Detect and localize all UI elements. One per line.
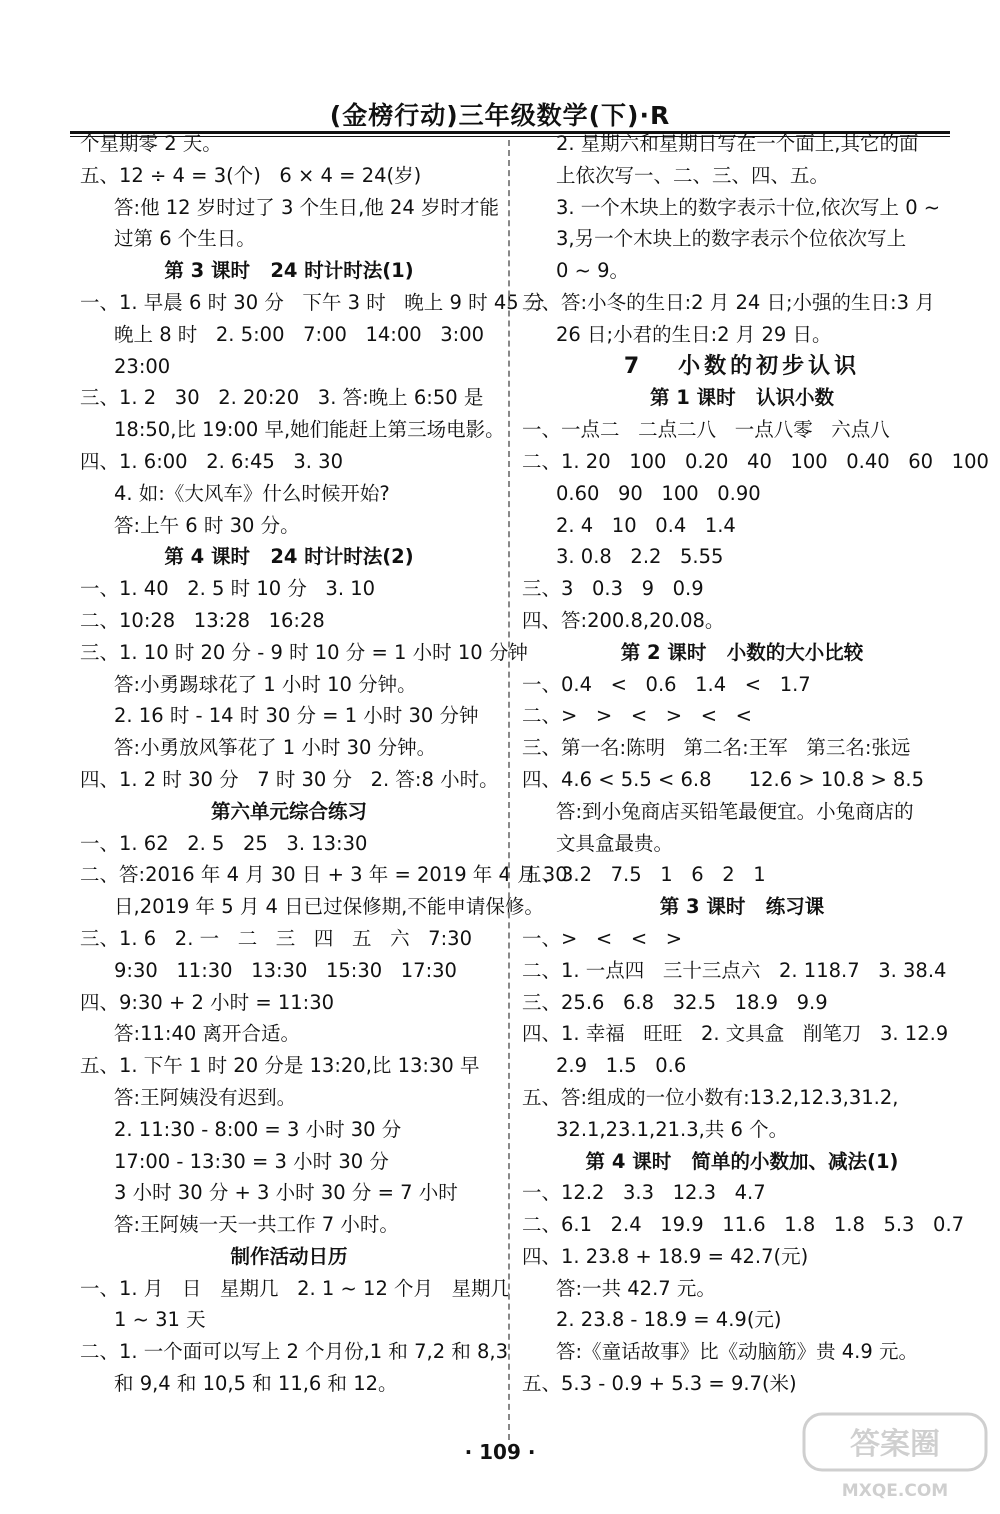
answer-line: 三、25.6 6.8 32.5 18.9 9.9 <box>522 990 828 1014</box>
section-heading: 第 2 课时 小数的大小比较 <box>620 640 864 664</box>
answer-line: 三、第一名:陈明 第二名:王军 第三名:张远 <box>522 736 911 760</box>
answer-line: 答:一共 42.7 元。 <box>556 1276 716 1300</box>
answer-line: 三、1. 2 30 2. 20:20 3. 答:晚上 6:50 是 <box>80 386 484 410</box>
answer-line: 3 小时 30 分 + 3 小时 30 分 = 7 小时 <box>114 1181 458 1205</box>
answer-line: 上依次写一、二、三、四、五。 <box>556 163 830 187</box>
answer-line: 2. 11:30 - 8:00 = 3 小时 30 分 <box>114 1117 402 1141</box>
answer-line: 二、1. 一个面可以写上 2 个月份,1 和 7,2 和 8,3 <box>80 1340 509 1364</box>
page-header-title: (金榜行动)三年级数学(下)·R <box>329 101 671 130</box>
answer-line: 四、1. 23.8 + 18.9 = 42.7(元) <box>522 1244 809 1268</box>
answer-line: 二、答:2016 年 4 月 30 日 + 3 年 = 2019 年 4 月 30 <box>80 863 568 887</box>
watermark-url: MXQE.COM <box>841 1481 949 1501</box>
answer-line: 2.9 1.5 0.6 <box>556 1054 687 1078</box>
answer-line: 一、1. 早晨 6 时 30 分 下午 3 时 晚上 9 时 45 分 <box>80 290 545 314</box>
section-heading: 第 1 课时 认识小数 <box>649 386 834 410</box>
answer-line: 五、答:组成的一位小数有:13.2,12.3,31.2, <box>522 1085 899 1109</box>
answer-line: 晚上 8 时 2. 5:00 7:00 14:00 3:00 <box>114 322 485 346</box>
answer-line: 答:小勇踢球花了 1 小时 10 分钟。 <box>114 672 417 696</box>
answer-line: 0.60 90 100 0.90 <box>556 481 761 505</box>
answer-line: 一、1. 月 日 星期几 2. 1 ~ 12 个月 星期几 <box>80 1276 511 1300</box>
section-heading: 7 小数的初步认识 <box>623 353 861 379</box>
answer-line: 0 ~ 9。 <box>556 259 630 283</box>
answer-line: 二、1. 一点四 三十三点六 2. 118.7 3. 38.4 <box>522 958 947 982</box>
answer-line: 四、答:200.8,20.08。 <box>522 608 725 632</box>
answer-line: 五、12 ÷ 4 = 3(个) 6 × 4 = 24(岁) <box>80 163 422 187</box>
answer-line: 二、6.1 2.4 19.9 11.6 1.8 1.8 5.3 0.7 <box>522 1213 965 1237</box>
column-divider <box>508 140 510 1440</box>
answer-line: 3. 一个木块上的数字表示十位,依次写上 0 ~ <box>556 195 941 219</box>
answer-line: 二、10:28 13:28 16:28 <box>80 608 325 632</box>
answer-line: 三、答:小冬的生日:2 月 24 日;小强的生日:3 月 <box>522 290 935 314</box>
answer-line: 答:《童话故事》比《动脑筋》贵 4.9 元。 <box>556 1340 918 1364</box>
section-heading: 第 3 课时 练习课 <box>659 895 825 919</box>
answer-line: 一、> < < > <box>522 926 683 950</box>
answer-line: 五、3.2 7.5 1 6 2 1 <box>522 863 766 887</box>
answer-line: 一、0.4 < 0.6 1.4 < 1.7 <box>522 672 811 696</box>
answer-line: 四、1. 2 时 30 分 7 时 30 分 2. 答:8 小时。 <box>80 767 499 791</box>
answer-line: 二、> > < > < < <box>522 704 753 728</box>
section-heading: 第 4 课时 24 时计时法(2) <box>164 545 414 569</box>
answer-line: 三、1. 6 2. 一 二 三 四 五 六 7:30 <box>80 926 472 950</box>
page-number: · 109 · <box>464 1440 536 1464</box>
right-column <box>522 128 989 1400</box>
answer-line: 一、1. 40 2. 5 时 10 分 3. 10 <box>80 577 376 601</box>
answer-line: 四、4.6 < 5.5 < 6.8 12.6 > 10.8 > 8.5 <box>522 767 925 791</box>
answer-line: 三、1. 10 时 20 分 - 9 时 10 分 = 1 小时 10 分钟 <box>80 640 528 664</box>
answer-line: 17:00 - 13:30 = 3 小时 30 分 <box>114 1149 389 1173</box>
answer-line: 个星期零 2 天。 <box>80 132 222 155</box>
answer-line: 23:00 <box>114 354 171 378</box>
watermark-text: 答案圈 <box>850 1427 940 1462</box>
answer-line: 过第 6 个生日。 <box>114 227 256 251</box>
answer-line: 一、1. 62 2. 5 25 3. 13:30 <box>80 831 368 855</box>
answer-line: 4. 如:《大风车》什么时候开始? <box>114 481 390 505</box>
answer-line: 32.1,23.1,21.3,共 6 个。 <box>556 1117 789 1141</box>
answer-line: 答:小勇放风筝花了 1 小时 30 分钟。 <box>114 736 437 760</box>
answer-line: 五、1. 下午 1 时 20 分是 13:20,比 13:30 早 <box>80 1054 480 1078</box>
section-heading: 第六单元综合练习 <box>210 799 367 823</box>
answer-line: 2. 16 时 - 14 时 30 分 = 1 小时 30 分钟 <box>114 704 479 728</box>
section-heading: 制作活动日历 <box>230 1244 348 1268</box>
answer-line: 答:11:40 离开合适。 <box>114 1022 300 1046</box>
answer-line: 答:王阿姨没有迟到。 <box>114 1085 297 1109</box>
answer-line: 3. 0.8 2.2 5.55 <box>556 545 724 569</box>
answer-line: 2. 23.8 - 18.9 = 4.9(元) <box>556 1308 782 1332</box>
answer-line: 答:王阿姨一天一共工作 7 小时。 <box>114 1213 399 1237</box>
answer-line: 2. 4 10 0.4 1.4 <box>556 513 736 537</box>
answer-line: 18:50,比 19:00 早,她们能赶上第三场电影。 <box>114 418 505 442</box>
answer-line: 一、12.2 3.3 12.3 4.7 <box>522 1181 766 1205</box>
section-heading: 第 4 课时 简单的小数加、减法(1) <box>585 1149 899 1173</box>
answer-line: 和 9,4 和 10,5 和 11,6 和 12。 <box>114 1372 398 1396</box>
answer-line: 四、9:30 + 2 小时 = 11:30 <box>80 990 335 1014</box>
answer-line: 日,2019 年 5 月 4 日已过保修期,不能申请保修。 <box>114 895 544 919</box>
answer-line: 二、1. 20 100 0.20 40 100 0.40 60 100 <box>522 449 989 473</box>
answer-line: 四、1. 6:00 2. 6:45 3. 30 <box>80 449 343 473</box>
answer-line: 答:他 12 岁时过了 3 个生日,他 24 岁时才能 <box>114 195 499 219</box>
left-column <box>80 128 568 1400</box>
answer-line: 答:到小兔商店买铅笔最便宜。小兔商店的 <box>556 799 914 823</box>
answer-line: 2. 星期六和星期日写在一个面上,其它的面 <box>556 132 919 155</box>
answer-line: 五、5.3 - 0.9 + 5.3 = 9.7(米) <box>522 1372 797 1396</box>
answer-line: 26 日;小君的生日:2 月 29 日。 <box>556 322 832 346</box>
section-heading: 第 3 课时 24 时计时法(1) <box>164 259 414 283</box>
answer-line: 答:上午 6 时 30 分。 <box>114 513 300 537</box>
answer-line: 一、一点二 二点二八 一点八零 六点八 <box>522 418 890 442</box>
answer-line: 三、3 0.3 9 0.9 <box>522 577 704 601</box>
watermark-logo <box>800 1410 990 1505</box>
answer-line: 9:30 11:30 13:30 15:30 17:30 <box>114 958 457 982</box>
answer-line: 1 ~ 31 天 <box>114 1308 206 1332</box>
answer-line: 四、1. 幸福 旺旺 2. 文具盒 削笔刀 3. 12.9 <box>522 1022 949 1046</box>
answer-line: 文具盒最贵。 <box>556 831 674 855</box>
answer-line: 3,另一个木块上的数字表示个位依次写上 <box>556 227 907 251</box>
